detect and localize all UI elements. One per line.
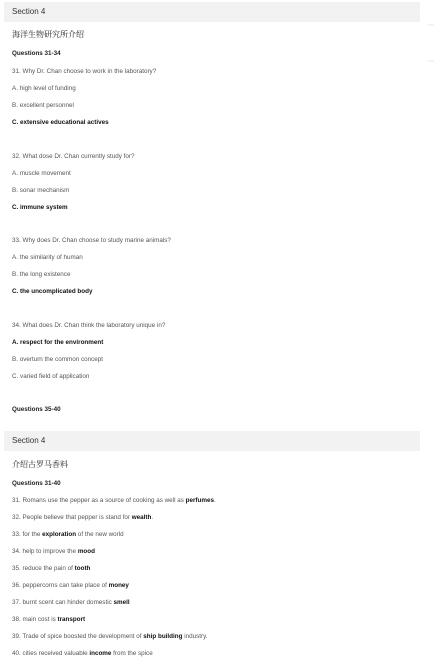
option-text: B. overturn the common concept <box>12 356 104 363</box>
section-label: Section 4 <box>12 436 46 445</box>
option-text: A. high level of funding <box>12 85 76 92</box>
answer-keyword: wealth <box>131 514 152 521</box>
option-text: B. excellent personnel <box>12 102 74 109</box>
answer-keyword: transport <box>57 616 86 623</box>
answer-item: 31. Romans use the pepper as a source of cooking as well as perfumes. <box>12 497 216 504</box>
section-header <box>4 431 420 451</box>
answer-item: 33. for the exploration of the new world <box>12 531 124 538</box>
correct-option-text: C. immune system <box>12 204 68 211</box>
correct-option-text: A. respect for the environment <box>12 339 104 346</box>
answer-item: 38. main cost is transport <box>12 616 86 623</box>
option-text: C. varied field of application <box>12 373 90 380</box>
answer-item: 40. cities received valuable income from the spice <box>12 650 153 657</box>
correct-option-text: C. the uncomplicated body <box>12 288 93 295</box>
answer-keyword: exploration <box>42 531 77 538</box>
answer-keyword: money <box>108 582 129 589</box>
section-label: Section 4 <box>12 7 46 16</box>
answer-keyword: smell <box>113 599 130 606</box>
section-title: 海洋生物研究所介绍 <box>12 30 84 39</box>
question-text: 34. What does Dr. Chan think the laboratory unique in? <box>12 322 166 329</box>
answer-keyword: perfumes <box>185 497 214 504</box>
answer-item: 36. peppercorns can take place of money <box>12 582 129 589</box>
answer-keyword: ship building <box>143 633 183 640</box>
option-text: B. the long existence <box>12 271 71 278</box>
answer-item: 34. help to improve the mood <box>12 548 95 555</box>
question-text: 33. Why does Dr. Chan choose to study marine animals? <box>12 237 171 244</box>
answer-item: 39. Trade of spice boosted the development of ship building industry. <box>12 633 208 640</box>
answer-item: 35. reduce the pain of tooth <box>12 565 91 572</box>
option-text: A. muscle movement <box>12 170 71 177</box>
section-header <box>4 2 420 22</box>
questions-heading: Questions 31-34 <box>12 50 61 57</box>
question-text: 31. Why Dr. Chan choose to work in the laboratory? <box>12 68 157 75</box>
question-text: 32. What dose Dr. Chan currently study for? <box>12 153 135 160</box>
questions-heading: Questions 35-40 <box>12 406 61 413</box>
answer-keyword: mood <box>77 548 95 555</box>
option-text: A. the similarity of human <box>12 254 83 261</box>
correct-option-text: C. extensive educational actives <box>12 119 109 126</box>
answer-keyword: income <box>89 650 112 657</box>
answer-keyword: tooth <box>74 565 91 572</box>
questions-heading: Questions 31-40 <box>12 480 61 487</box>
section-title: 介绍古罗马香料 <box>12 460 68 469</box>
answer-item: 37. burnt scent can hinder domestic smell <box>12 599 130 606</box>
answer-item: 32. People believe that pepper is stand for wealth. <box>12 514 154 521</box>
scrollbar[interactable] <box>424 0 436 667</box>
option-text: B. sonar mechanism <box>12 187 70 194</box>
